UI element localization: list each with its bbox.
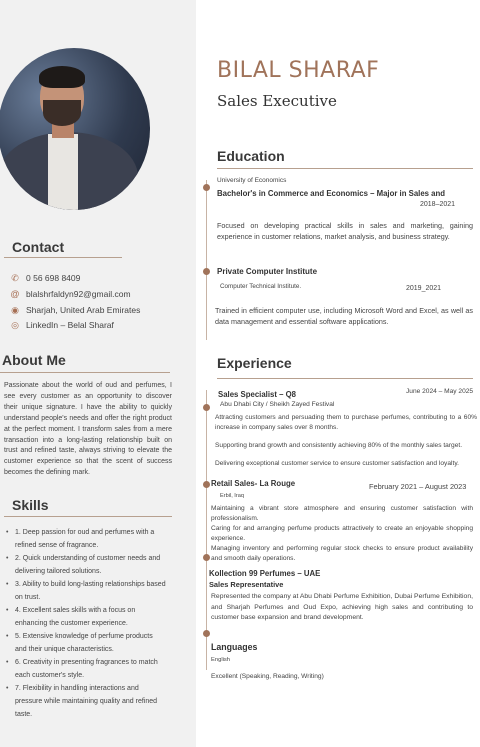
experience-timeline [206, 390, 207, 670]
candidate-title: Sales Executive [217, 92, 337, 110]
edu-degree: Computer Technical Institute. [220, 283, 302, 290]
about-text: Passionate about the world of oud and perfumes, I see every customer as an opportunity to discover their unique signature. I have the ability to quickly understand people's needs and offer the right product at the perfect moment. I transform sales from a mere transaction into a long-lasting relationship built on trust and refined taste, always striving to elevate the customer experience so that the scent of success becomes the defining mark. [4, 382, 172, 477]
skill-item: • 1. Deep passion for oud and perfumes with a refined sense of fragrance. [6, 526, 166, 552]
skill-item: • 4. Excellent sales skills with a focus on enhancing the customer experience. [6, 604, 166, 630]
exp-line: Caring for and arranging perfume products attractively to create an enjoyable shopping experience. [211, 525, 473, 542]
phone-text: 0 56 698 8409 [26, 273, 81, 283]
exp-line: Maintaining a vibrant store atmosphere and ensuring customer satisfaction with professionalism. [211, 505, 473, 522]
languages-heading: Languages [211, 642, 258, 652]
email-text: blalshrfaldyn92@gmail.com [26, 289, 131, 299]
exp-dates: June 2024 – May 2025 [406, 388, 474, 395]
main-column [196, 0, 480, 747]
exp-title: Sales Specialist – Q8 [218, 390, 297, 399]
contact-location [10, 305, 140, 315]
exp-description: Represented the company at Abu Dhabi Perfume Exhibition, Dubai Perfume Exhibition, and Sharjah Perfumes and Oud Expo, achieving high sales and contributing to customer base expansion and brand development. [211, 593, 473, 621]
globe-icon: ◎ [11, 320, 19, 330]
edu-description: Trained in efficient computer use, including Microsoft Word and Excel, as well as data management and essential software applications. [215, 306, 473, 326]
location-pin-icon: ◉ [11, 305, 19, 315]
contact-email[interactable] [10, 289, 131, 299]
profile-photo [0, 48, 150, 210]
skills-divider [4, 516, 172, 517]
contact-phone[interactable] [10, 273, 80, 283]
about-divider [0, 372, 170, 373]
skill-item: • 6. Creativity in presenting fragrances to match each customer's style. [6, 656, 166, 682]
experience-divider [217, 378, 473, 379]
exp-title: Retail Sales- La Rouge [211, 479, 296, 488]
location-text: Sharjah, United Arab Emirates [26, 305, 141, 315]
skill-item: • 2. Quick understanding of customer needs and delivering tailored solutions. [6, 552, 166, 578]
timeline-dot [203, 554, 210, 561]
photo-beard [43, 100, 81, 126]
exp-line: Delivering exceptional customer service to ensure customer satisfaction and loyalty. [215, 460, 459, 467]
edu-years: 2018–2021 [420, 201, 456, 208]
exp-location: Erbil, Iraq [220, 493, 244, 499]
edu-degree: Bachelor's in Commerce and Economics – Major in Sales and [217, 189, 446, 198]
edu-institution: Private Computer Institute [217, 267, 318, 276]
timeline-dot [203, 404, 210, 411]
exp-title: Kollection 99 Perfumes – UAE [209, 569, 321, 578]
exp-line: Attracting customers and persuading them to purchase perfumes, contributing to a 60% increase in company sales over 8 months. [215, 414, 477, 431]
timeline-dot [203, 481, 210, 488]
contact-linkedin[interactable] [10, 320, 114, 330]
skill-item: • 7. Flexibility in handling interactions and pressure while maintaining quality and refined taste. [6, 682, 166, 721]
sidebar [0, 0, 196, 747]
timeline-dot [203, 184, 210, 191]
skill-item: • 3. Ability to build long-lasting relationships based on trust. [6, 578, 166, 604]
exp-location: Abu Dhabi City / Sheikh Zayed Festival [220, 401, 335, 408]
timeline-dot [203, 630, 210, 637]
experience-heading: Experience [217, 355, 292, 371]
exp-dates: February 2021 – August 2023 [369, 482, 467, 491]
contact-heading: Contact [12, 239, 65, 255]
linkedin-text: LinkedIn – Belal Sharaf [26, 320, 114, 330]
edu-description: Focused on developing practical skills in sales and marketing, gaining experience in customer relations, market analysis, and business strategy. [217, 221, 473, 241]
skills-heading: Skills [12, 497, 49, 513]
photo-hair [39, 66, 85, 88]
contact-divider [4, 257, 122, 258]
skills-list [6, 526, 166, 721]
phone-icon: ✆ [11, 273, 19, 283]
at-icon: @ [10, 289, 20, 299]
education-timeline [206, 180, 207, 340]
education-divider [217, 168, 473, 169]
photo-shirt [48, 134, 78, 210]
edu-institution: University of Economics [217, 177, 287, 184]
exp-line: Managing inventory and performing regular stock checks to ensure product availability and smooth daily operations. [211, 545, 473, 562]
timeline-dot [203, 268, 210, 275]
about-heading: About Me [2, 352, 66, 368]
language-name: English [211, 657, 231, 663]
skill-item: • 5. Extensive knowledge of perfume products and their unique characteristics. [6, 630, 166, 656]
language-level: Excellent (Speaking, Reading, Writing) [211, 673, 324, 680]
candidate-name: BILAL SHARAF [217, 58, 380, 83]
education-heading: Education [217, 148, 285, 164]
edu-years: 2019_2021 [406, 285, 442, 292]
exp-subtitle: Sales Representative [209, 580, 284, 589]
exp-line: Supporting brand growth and consistently achieving 80% of the monthly sales target. [215, 442, 463, 449]
